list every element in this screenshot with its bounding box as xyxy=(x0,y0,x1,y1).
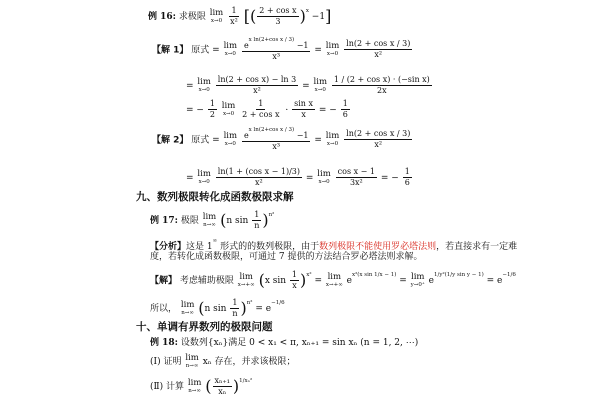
analysis-tag: 【分析】 xyxy=(150,242,187,252)
limit-operator: lim x→0 xyxy=(325,41,340,57)
solution-1-line-1: 【解 1】 原式 = lim x→0 $\frac{e^{x ln(2+cos x / 3)} -1}{\text{x³}}$ = lim x→0 $\frac{\text{ln(2 + cos x / 3)}}{\text{x²}}$ xyxy=(152,37,411,62)
analysis-line-2: 度，若转化成函数极限，可通过 7 提供的方法结合罗必塔法则求解。 xyxy=(150,252,423,262)
solution-2-line-1: 【解 2】 原式 = lim x→0 $\frac{e^{x ln(2+cos x / 3)} -1}{\text{x³}}$ = lim x→0 $\frac{\text{ln(2 + cos x / 3)}}{\text{x²}}$ xyxy=(152,127,411,152)
solution-2-line-2: = lim x→0 $\frac{\text{ln(1 + (cos x − 1)/3)}}{\text{x²}}$ = lim x→0 $\frac{\text{cos x − 1}}{\text{3x²}}$ = − $\frac{1}{6}$ xyxy=(186,167,410,188)
fraction: $\frac{1}{\text{2 + cos x}}$ xyxy=(242,99,280,120)
limit-operator: lim n→∞ xyxy=(180,300,195,316)
fraction: $\frac{\text{ln(2 + cos x) − ln 3}}{\text{x²}}$ xyxy=(217,75,297,96)
example-18-part-2: (Ⅱ) 计算 lim n→∞ ( $\frac{\text{xₙ₊₁}}{\text{xₙ}}$ )$^{1/x_n^2}$ xyxy=(150,375,253,396)
solution-1-tag: 【解 1】 xyxy=(152,45,189,56)
fraction: $\frac{1}{n}$ xyxy=(232,297,238,318)
fraction: $\frac{1}{n}$ xyxy=(254,209,260,230)
fraction: $\frac{\text{xₙ₊₁}}{\text{xₙ}}$ xyxy=(214,375,230,396)
limit-operator: lim x→0 xyxy=(223,41,238,57)
limit-operator: lim n→∞ xyxy=(202,212,217,228)
limit-operator: lim x→0 xyxy=(209,8,224,24)
fraction: $\frac{\text{ln(1 + (cos x − 1)/3)}}{\text{x²}}$ xyxy=(217,167,300,188)
fraction: $\frac{\text{sin x}}{x}$ xyxy=(294,99,314,120)
section-10-heading: 十、单调有界数列的极限问题 xyxy=(136,321,273,333)
example-18: 例 18: 设数列{xₙ}满足 0 < x₁ < π, xₙ₊₁ = sin xₙ (n = 1, 2, ⋯) xyxy=(150,338,419,348)
section-9-heading: 九、数列极限转化成函数极限求解 xyxy=(136,191,294,203)
example-16: 例 16: 求极限 lim x→0 $\frac{1}{\text{x²}}$ [( $\frac{\text{2 + cos x}}{3}$ )$^x$ −1] xyxy=(148,5,332,26)
example-18-part-1: (Ⅰ) 证明 lim n→∞ xₙ 存在，并求该极限； xyxy=(150,353,296,369)
example-16-question: 求极限 xyxy=(178,12,206,22)
fraction: $\frac{\text{ln(2 + cos x / 3)}}{\text{x²}}$ xyxy=(346,39,411,60)
solution-2-tag: 【解 2】 xyxy=(152,135,189,146)
limit-operator: lim n→∞ xyxy=(187,378,202,394)
fraction: $\frac{1}{2}$ xyxy=(209,99,215,120)
analysis-line-1: 【分析】这是 1∞ 形式的的数列极限，由于数列极限不能使用罗必塔法则，若直接求有一定难 xyxy=(150,238,518,252)
limit-operator: lim x→0 xyxy=(317,169,331,185)
limit-operator: lim x→0 xyxy=(221,101,236,117)
fraction: $\frac{e^{x ln(2+cos x / 3)} -1}{\text{x³}}$ xyxy=(243,37,309,62)
solution-17: 【解】 考虑辅助极限 lim x→+∞ (x sin $\frac{1}{x}$ )$^{x^2}$ = lim x→+∞ $e^{x^2(x sin 1/x - 1)}$ = lim y→0⁺ $e^{1/y^2(1/y sin y - 1)} = e^{-1/6}$ xyxy=(150,269,516,290)
example-17: 例 17: 极限 lim n→∞ (n sin $\frac{1}{n}$ )$^{n^2}$ xyxy=(150,209,275,230)
example-16-label: 例 16: xyxy=(148,12,176,22)
limit-operator: lim x→0 xyxy=(313,77,328,93)
fraction: $\frac{\text{ln(2 + cos x / 3)}}{\text{x²}}$ xyxy=(346,129,411,150)
fraction: $\frac{e^{x ln(2+cos x / 3)} -1}{\text{x³}}$ xyxy=(243,127,309,152)
solution-1-line-2: = lim x→0 $\frac{\text{ln(2 + cos x) − ln 3}}{\text{x²}}$ = lim x→0 $\frac{\text{1 / (2 + cos x) · (−sin x)}}{2x}$ xyxy=(186,75,430,96)
fraction: $\frac{\text{1 / (2 + cos x) · (−sin x)}}{2x}$ xyxy=(333,75,430,96)
limit-operator: lim y→0⁺ xyxy=(410,272,425,288)
limit-operator: lim n→∞ xyxy=(185,353,199,369)
solution-1-line-3: = − $\frac{1}{2}$ lim x→0 $\frac{1}{\text{2 + cos x}}$ · $\frac{\text{sin x}}{x}$ = − $\frac{1}{6}$ xyxy=(186,99,348,120)
limit-operator: lim x→0 xyxy=(223,131,238,147)
limit-operator: lim x→0 xyxy=(197,77,211,93)
limit-operator: lim x→0 xyxy=(325,131,340,147)
solution-tag: 【解】 xyxy=(150,276,178,286)
fraction: $\frac{\text{cos x − 1}}{\text{3x²}}$ xyxy=(337,167,376,188)
limit-operator: lim x→+∞ xyxy=(237,272,255,288)
example-17-label: 例 17: xyxy=(150,216,178,226)
limit-operator: lim x→+∞ xyxy=(325,272,343,288)
result-line: 所以， lim n→∞ (n sin $\frac{1}{n}$ )$^{n^2} = e^{-1/6}$ xyxy=(150,297,285,318)
fraction: $\frac{\text{2 + cos x}}{3}$ xyxy=(259,5,297,26)
fraction: $\frac{1}{\text{x²}}$ xyxy=(230,5,238,26)
fraction: $\frac{1}{6}$ xyxy=(342,99,348,120)
limit-operator: lim x→0 xyxy=(197,169,211,185)
highlight-text: 数列极限不能使用罗必塔法则 xyxy=(319,242,437,252)
example-18-label: 例 18: xyxy=(150,338,178,348)
fraction: $\frac{1}{6}$ xyxy=(404,167,410,188)
fraction: $\frac{1}{x}$ xyxy=(291,269,298,290)
